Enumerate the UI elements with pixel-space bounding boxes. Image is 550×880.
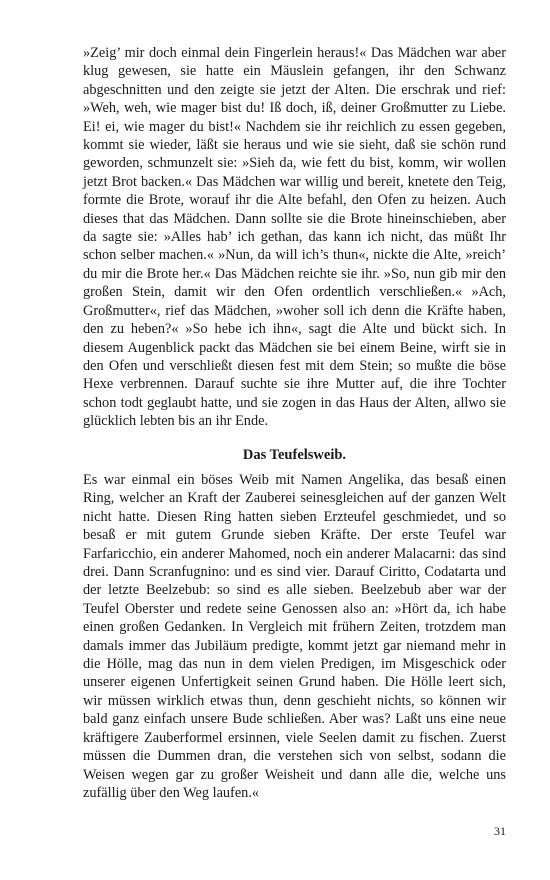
text-block-top xyxy=(83,44,506,431)
text-block-bottom xyxy=(83,471,506,802)
page-number: 31 xyxy=(494,824,506,838)
paragraph-teufelsweib: Es war einmal ein böses Weib mit Namen Angelika, das besaß einen Ring, welcher an Kraft der Zauberei seinesgleichen auf der ganzen Welt nicht hatte. Diesen Ring hatten sieben Erzteufel geschmiedet, und so besaß er mit gutem Grunde sieben Kräfte. Der erste Teufel war Farfaricchio, ein anderer Mahomed, noch ein anderer Malacarni: das sind drei. Dann Scranfugnino: und es sind vier. Darauf Ciritto, Codatarta und der letzte Beelzebub: so sind es alle sieben. Beelzebub aber war der Teufel Oberster und redete seine Genossen also an: »Hört da, ich habe einen großen Gedanken. In Vergleich mit frühern Zeiten, trotzdem man damals immer das Jubiläum predigte, kommt jetzt gar niemand mehr in die Hölle, mag das nun in dem vielen Predigen, im Misgeschick oder unserer eigenen Unfertigkeit seinen Grund haben. Die Hölle leert sich, wir müssen wirklich etwas thun, denn geschieht nichts, so können wir bald ganz einfach unsere Bude schließen. Aber was? Laßt uns eine neue kräftigere Zauberformel ersinnen, viele Seelen damit zu fischen. Zuerst müssen die Dummen dran, die verstehen sich von selbst, sodann die Weisen wegen gar zu großer Weisheit und dann alle die, welche uns zufällig über den Weg laufen.« xyxy=(83,472,506,801)
paragraph-hansel-ending: »Zeig’ mir doch einmal dein Fingerlein heraus!« Das Mädchen war aber klug gewesen, sie hatte ein Mäuslein gefangen, ihr den Schwanz abgeschnitten und den zeigte sie jetzt der Alten. Die erschrak und rief: »Weh, weh, wie mager bist du! Iß doch, iß, deiner Großmutter zu Liebe. Ei! ei, wie mager du bist!« Nachdem sie ihr reichlich zu essen gegeben, kommt sie wieder, läßt sie heraus und wie sie sieht, daß sie schön rund geworden, schmunzelt sie: »Sieh da, wie fett du bist, komm, wir wollen jetzt Brot backen.« Das Mädchen war willig und bereit, knetete den Teig, formte die Brote, worauf ihr die Alte befahl, den Ofen zu heizen. Auch dieses that das Mädchen. Dann sollte sie die Brote hineinschieben, aber da sagte sie: »Alles hab’ ich gethan, das kann ich nicht, das müßt Ihr schon selber machen.« »Nun, da will ich’s thun«, nickte die Alte, »reich’ du mir die Brote her.« Das Mädchen reichte sie ihr. »So, nun gib mir den großen Stein, damit wir den Ofen ordentlich verschließen.« »Ach, Großmutter«, rief das Mädchen, »woher soll ich denn die Kräfte haben, den zu heben?« »So hebe ich ihn«, sagt die Alte und bückt sich. In diesem Augenblick packt das Mädchen sie bei einem Beine, wirft sie in den Ofen und verschließt diesen fest mit dem Stein; so mußte die böse Hexe verbrennen. Darauf suchte sie ihre Mutter auf, die ihre Tochter schon todt geglaubt hatte, und sie zogen in das Haus der Alten, allwo sie glücklich lebten bis an ihr Ende. xyxy=(83,45,506,430)
chapter-heading: Das Teufelsweib. xyxy=(242,447,347,463)
